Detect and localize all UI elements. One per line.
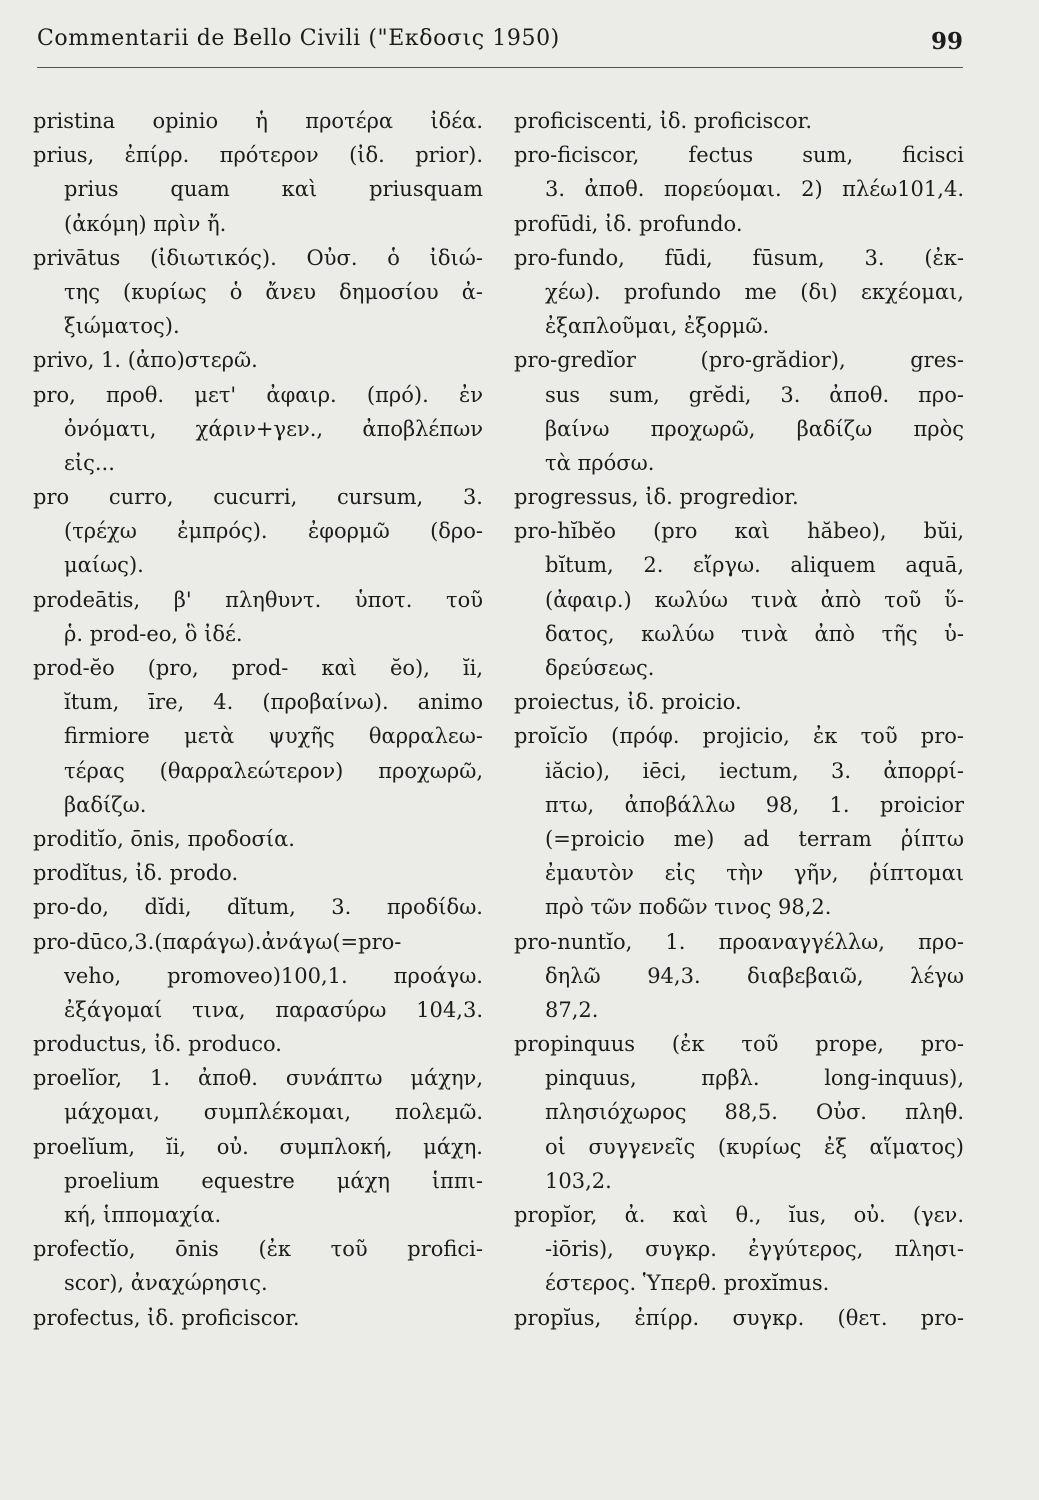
entry-continuation-line: μαίως). [64,553,144,578]
entry-headword-line: prodeātis, β' πληθυντ. ὑποτ. τοῦ [33,587,483,612]
entry-continuation-line: δρεύσεως. [545,656,655,680]
entry-headword-line: pro curro, cucurri, cursum, 3. [33,485,483,510]
entry-continuation-line: firmiore μετὰ ψυχῆς θαρραλεω- [64,724,483,749]
entry-continuation-line: μάχομαι, συμπλέκομαι, πολεμῶ. [64,1100,483,1125]
entry-headword-line: privātus (ἰδιωτικός). Οὐσ. ὁ ἰδιώ- [33,245,483,270]
entry-headword-line: proiectus, ἰδ. proicio. [514,690,742,715]
entry-continuation-line: ῥ. prod-eo, ὃ ἰδέ. [64,621,243,646]
entry-headword-line: pro-dūco,3.(παράγω).ἀνάγω(=pro- [33,929,402,954]
entry-headword-line: proelĭor, 1. ἀποθ. συνάπτω μάχην, [33,1066,483,1091]
entry-headword-line: proĭcĭo (πρόφ. projicio, ἐκ τοῦ pro- [514,724,964,749]
entry-continuation-line: pinquus, πρβλ. long-inquus), [545,1066,964,1091]
entry-continuation-line: scor), ἀναχώρησις. [64,1271,268,1296]
entry-continuation-line: ἐξάγομαί τινα, παρασύρω 104,3. [64,997,483,1022]
entry-continuation-line: prius quam καὶ priusquam [64,177,483,202]
entry-continuation-line: (ἀκόμη) πρὶν ἤ. [64,211,227,236]
entry-headword-line: prod-ĕo (pro, prod- καὶ ĕo), ĭi, [33,656,483,680]
entry-headword-line: productus, ἰδ. produco. [33,1032,282,1057]
entry-continuation-line: πτω, ἀποβάλλω 98, 1. proicior [545,792,964,817]
entry-headword-line: prodĭtus, ἰδ. prodo. [33,861,239,886]
entry-headword-line: pristina opinio ἡ προτέρα ἰδέα. [33,109,483,133]
entry-continuation-line: 3. ἀποθ. πορεύομαι. 2) πλέω101,4. [545,177,964,202]
entry-continuation-line: ἐξαπλοῦμαι, ἐξορμῶ. [545,314,770,339]
entry-continuation-line: τὰ πρόσω. [545,450,655,475]
entry-headword-line: pro-do, dĭdi, dĭtum, 3. προδίδω. [33,895,483,920]
entry-continuation-line: τέρας (θαρραλεώτερον) προχωρῶ, [64,758,483,783]
entry-headword-line: pro-fundo, fūdi, fūsum, 3. (ἐκ- [514,245,964,270]
entry-continuation-line: οἱ συγγενεῖς (κυρίως ἐξ αἵματος) [545,1134,964,1159]
entry-continuation-line: εἰς... [64,450,115,475]
entry-continuation-line: iăcio), iēci, iectum, 3. ἀπορρί- [545,758,964,783]
entry-headword-line: proditĭo, ōnis, προδοσία. [33,826,295,851]
entry-continuation-line: της (κυρίως ὁ ἄνευ δημοσίου ἀ- [64,279,483,304]
entry-headword-line: profectus, ἰδ. proficiscor. [33,1305,300,1330]
right-column [514,104,964,1484]
entry-headword-line: prius, ἐπίρρ. πρότερον (ἰδ. prior). [33,143,483,168]
entry-continuation-line: βαδίζω. [64,792,147,817]
entry-headword-line: privo, 1. (ἀπο)στερῶ. [33,348,258,373]
entry-headword-line: progressus, ἰδ. progredior. [514,485,799,510]
entry-continuation-line: χέω). profundo me (δι) εκχέομαι, [545,279,964,304]
entry-continuation-line: ĭtum, īre, 4. (προβαίνω). animo [64,690,483,715]
entry-headword-line: pro, προθ. μετ' ἀφαιρ. (πρό). ἐν [33,382,483,407]
entry-continuation-line: (=proicio me) ad terram ῥίπτω [545,826,964,851]
entry-headword-line: pro-gredĭor (pro-grădior), gres- [514,348,964,373]
entry-headword-line: pro-ficiscor, fectus sum, ficisci [514,143,964,168]
entry-headword-line: propĭus, ἐπίρρ. συγκρ. (θετ. pro- [514,1305,964,1330]
entry-continuation-line: δατος, κωλύω τινὰ ἀπὸ τῆς ὑ- [545,621,964,646]
page-number: 99 [930,28,963,55]
entry-continuation-line: bĭtum, 2. εἴργω. aliquem aquā, [545,553,964,578]
entry-continuation-line: πρὸ τῶν ποδῶν τινος 98,2. [545,895,832,920]
entry-continuation-line: 87,2. [545,997,599,1022]
running-header [37,26,963,66]
entry-continuation-line: ἐμαυτὸν εἰς τὴν γῆν, ῥίπτομαι [545,861,964,886]
entry-headword-line: profectĭo, ōnis (ἐκ τοῦ profici- [33,1237,483,1262]
entry-continuation-line: veho, promoveo)100,1. προάγω. [64,963,483,988]
entry-continuation-line: proelium equestre μάχη ἱππι- [64,1168,483,1193]
entry-continuation-line: (τρέχω ἐμπρός). ἐφορμῶ (δρο- [64,519,483,544]
entry-continuation-line: κή, ἱππομαχία. [64,1203,222,1227]
entry-continuation-line: ὀνόματι, χάριν+γεν., ἀποβλέπων [64,416,483,441]
entry-headword-line: profūdi, ἰδ. profundo. [514,211,743,236]
entry-headword-line: proelĭum, ĭi, οὐ. συμπλοκή, μάχη. [33,1134,483,1159]
entry-headword-line: propĭor, ἀ. καὶ θ., ĭus, οὐ. (γεν. [514,1203,964,1227]
entry-headword-line: propinquus (ἐκ τοῦ prope, pro- [514,1032,964,1057]
header-rule [37,67,963,68]
header-title: Commentarii de Bello Civili ("Εκδοσις 1950) [37,26,560,51]
entry-continuation-line: sus sum, grĕdi, 3. ἀποθ. προ- [545,382,964,407]
entry-continuation-line: ξιώματος). [64,314,180,339]
entry-continuation-line: έστερος. Ὑπερθ. proxĭmus. [545,1271,830,1296]
entry-continuation-line: -iōris), συγκρ. ἐγγύτερος, πλησι- [545,1237,964,1262]
left-column [33,104,483,1484]
entry-headword-line: proficiscenti, ἰδ. proficiscor. [514,109,813,133]
entry-headword-line: pro-nuntĭo, 1. προαναγγέλλω, προ- [514,929,964,954]
entry-continuation-line: (ἀφαιρ.) κωλύω τινὰ ἀπὸ τοῦ ὕ- [545,587,964,612]
entry-headword-line: pro-hĭbĕo (pro καὶ hăbeo), bŭi, [514,519,964,544]
entry-continuation-line: δηλῶ 94,3. διαβεβαιῶ, λέγω [545,963,964,988]
entry-continuation-line: πλησιόχωρος 88,5. Οὐσ. πληθ. [545,1100,964,1125]
entry-continuation-line: 103,2. [545,1168,612,1193]
entry-continuation-line: βαίνω προχωρῶ, βαδίζω πρὸς [545,416,964,441]
